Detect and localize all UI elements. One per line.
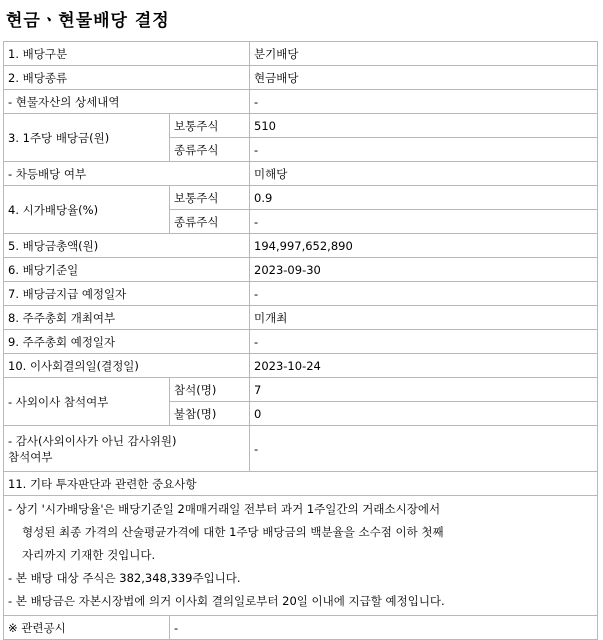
- note-line: - 상기 '시가배당율'은 배당기준일 2매매거래일 전부터 과거 1주일간의 거래소시장에서: [8, 502, 441, 516]
- table-row: [4, 234, 598, 258]
- table-row: [4, 378, 598, 402]
- table-row: [4, 42, 598, 66]
- note-line: 형성된 최종 가격의 산술평균가격에 대한 1주당 배당금의 백분율을 소수점 이하 첫째: [22, 525, 444, 539]
- row-value: 분기배당: [250, 42, 598, 66]
- row-label: 2. 배당종류: [4, 66, 250, 90]
- row-label: 4. 시가배당율(%): [4, 186, 170, 234]
- row-label: - 현물자산의 상세내역: [4, 90, 250, 114]
- table-row: [4, 306, 598, 330]
- row-label: 10. 이사회결의일(결정일): [4, 354, 250, 378]
- row-value: -: [250, 330, 598, 354]
- row-value: -: [250, 210, 598, 234]
- row-value: 현금배당: [250, 66, 598, 90]
- row-value: -: [250, 138, 598, 162]
- row-label: - 차등배당 여부: [4, 162, 250, 186]
- table-row: [4, 162, 598, 186]
- table-row: [4, 90, 598, 114]
- row-label-line2: 참석여부: [8, 449, 53, 464]
- row-sublabel: 보통주식: [170, 114, 250, 138]
- table-row: [4, 496, 598, 616]
- table-row: [4, 354, 598, 378]
- row-sublabel: 불참(명): [170, 402, 250, 426]
- row-value: -: [250, 426, 598, 472]
- row-value: -: [250, 282, 598, 306]
- row-label: [4, 426, 250, 472]
- table-row: [4, 426, 598, 472]
- row-label: - 사외이사 참석여부: [4, 378, 170, 426]
- row-label: 9. 주주총회 예정일자: [4, 330, 250, 354]
- note-line: - 본 배당 대상 주식은 382,348,339주입니다.: [8, 571, 241, 585]
- row-value: 7: [250, 378, 598, 402]
- table-row: [4, 472, 598, 496]
- table-row: [4, 66, 598, 90]
- row-sublabel: 참석(명): [170, 378, 250, 402]
- row-value: 2023-10-24: [250, 354, 598, 378]
- table-row: [4, 258, 598, 282]
- row-label: 8. 주주총회 개최여부: [4, 306, 250, 330]
- row-sublabel: 보통주식: [170, 186, 250, 210]
- row-label-line1: - 감사(사외이사가 아닌 감사위원): [8, 433, 177, 448]
- row-value: -: [170, 616, 598, 640]
- dividend-disclosure-table: [3, 41, 598, 640]
- row-label: 7. 배당금지급 예정일자: [4, 282, 250, 306]
- section-heading: 11. 기타 투자판단과 관련한 중요사항: [4, 472, 598, 496]
- row-value: 0: [250, 402, 598, 426]
- row-label: 6. 배당기준일: [4, 258, 250, 282]
- row-value: 194,997,652,890: [250, 234, 598, 258]
- note-line: - 본 배당금은 자본시장법에 의거 이사회 결의일로부터 20일 이내에 지급할 예정입니다.: [8, 594, 445, 608]
- note-line: 자리까지 기재한 것입니다.: [22, 548, 156, 562]
- row-value: 미해당: [250, 162, 598, 186]
- row-value: 510: [250, 114, 598, 138]
- row-sublabel: 종류주식: [170, 138, 250, 162]
- row-value: 미개최: [250, 306, 598, 330]
- row-value: 2023-09-30: [250, 258, 598, 282]
- table-row: [4, 186, 598, 210]
- table-row: [4, 282, 598, 306]
- table-row: [4, 114, 598, 138]
- page-title: 현금ㆍ현물배당 결정: [6, 11, 170, 31]
- row-value: -: [250, 90, 598, 114]
- table-row: [4, 330, 598, 354]
- row-label: 3. 1주당 배당금(원): [4, 114, 170, 162]
- row-label: ※ 관련공시: [4, 616, 170, 640]
- row-label: 5. 배당금총액(원): [4, 234, 250, 258]
- row-sublabel: 종류주식: [170, 210, 250, 234]
- notes-cell: [4, 496, 598, 616]
- row-label: 1. 배당구분: [4, 42, 250, 66]
- row-value: 0.9: [250, 186, 598, 210]
